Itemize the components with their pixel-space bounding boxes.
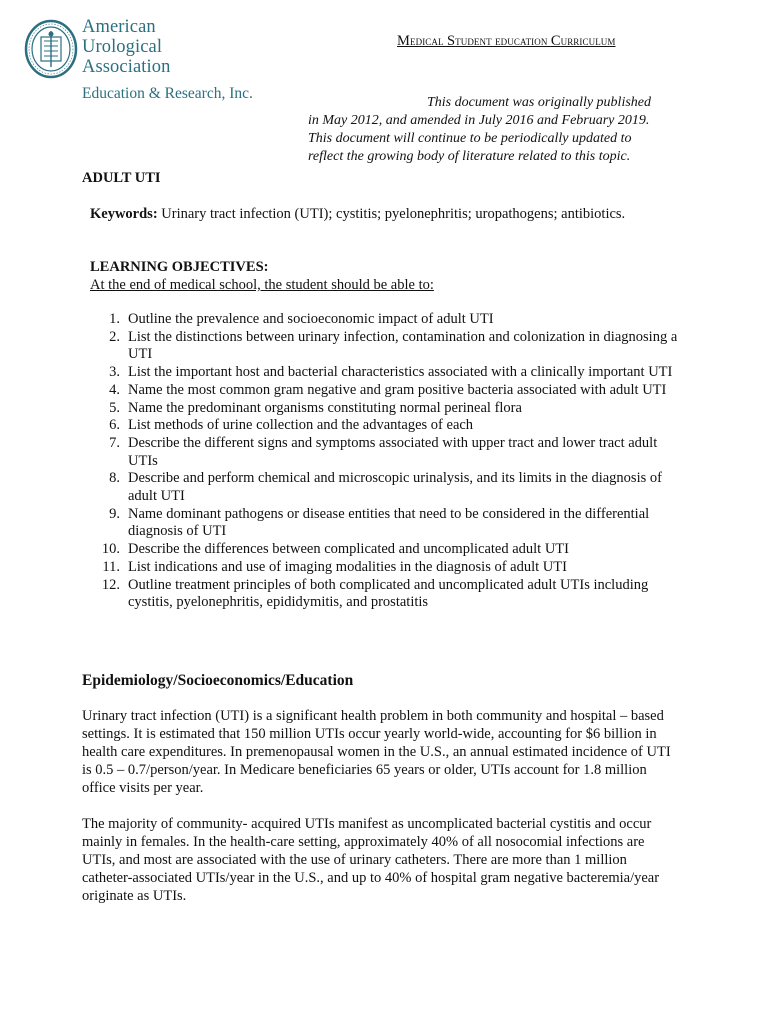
list-item bbox=[90, 364, 680, 382]
brand-subtitle: Education & Research, Inc. bbox=[82, 85, 253, 102]
document-title: ADULT UTI bbox=[82, 170, 161, 186]
list-item-number: 9. bbox=[109, 505, 120, 522]
list-item-number: 10. bbox=[101, 541, 120, 558]
list-item-number: 8. bbox=[109, 470, 120, 487]
paragraph-1: Urinary tract infection (UTI) is a significant health problem in both community and hospital – based settings. It is estimated that 150 million UTIs occur yearly world-wide, accounting for $6 billion in health care expenditures. In premenopausal women in the U.S., an annual estimated incidence of UTI is 0.5 – 0.7/person/year. In Medicare beneficiaries 65 years or older, UTIs account for 1.8 million office visits per year. bbox=[82, 708, 671, 796]
list-item-text: Describe the different signs and symptoms associated with upper tract and lower tract adult UTIs bbox=[128, 434, 658, 469]
curriculum-initial-m: M bbox=[397, 33, 410, 49]
list-item-text: Name the most common gram negative and gram positive bacteria associated with adult UTI bbox=[128, 381, 667, 398]
curriculum-header bbox=[397, 33, 616, 50]
list-item bbox=[90, 329, 680, 364]
brand-line-2: Urological bbox=[82, 37, 163, 57]
brand-line-1: American bbox=[82, 17, 156, 37]
list-item-text: List indications and use of imaging modalities in the diagnosis of adult UTI bbox=[128, 558, 567, 575]
list-item bbox=[90, 577, 680, 612]
list-item bbox=[90, 541, 680, 559]
list-item bbox=[90, 400, 680, 418]
publication-note-line-1: This document was originally published bbox=[427, 95, 651, 110]
aua-seal-icon bbox=[24, 19, 78, 79]
list-item-number: 3. bbox=[109, 364, 120, 381]
curriculum-initial-c: C bbox=[550, 33, 561, 49]
learning-objectives-list bbox=[90, 311, 680, 612]
learning-objectives-intro: At the end of medical school, the student should be able to: bbox=[90, 277, 434, 293]
list-item-number: 7. bbox=[109, 434, 120, 451]
learning-objectives-heading: LEARNING OBJECTIVES: bbox=[90, 259, 269, 275]
list-item-text: Outline the prevalence and socioeconomic impact of adult UTI bbox=[128, 311, 494, 327]
curriculum-text-3: urriculum bbox=[560, 33, 616, 48]
list-item-text: Describe the differences between complicated and uncomplicated adult UTI bbox=[128, 541, 569, 558]
list-item-number: 12. bbox=[101, 576, 120, 593]
keywords bbox=[90, 206, 690, 224]
list-item bbox=[90, 559, 680, 577]
brand-line-3: Association bbox=[82, 57, 171, 77]
keywords-text: Urinary tract infection (UTI); cystitis; pyelonephritis; uropathogens; antibiotics. bbox=[157, 206, 626, 222]
publication-note-line-4: reflect the growing body of literature related to this topic. bbox=[308, 149, 631, 164]
publication-note bbox=[300, 94, 685, 166]
list-item bbox=[90, 311, 680, 329]
list-item bbox=[90, 470, 680, 505]
list-item-text: Name dominant pathogens or disease entities that need to be considered in the differential diagnosis of UTI bbox=[128, 505, 650, 540]
list-item-text: List the distinctions between urinary infection, contamination and colonization in diagnosing a UTI bbox=[128, 328, 678, 363]
list-item-number: 11. bbox=[102, 558, 120, 575]
list-item-number: 6. bbox=[109, 417, 120, 434]
list-item-number: 4. bbox=[109, 381, 120, 398]
brand-name bbox=[82, 17, 170, 77]
keywords-label: Keywords: bbox=[90, 206, 158, 222]
list-item-text: Outline treatment principles of both complicated and uncomplicated adult UTIs including cystitis, pyelonephritis, epididymitis, and prostatitis bbox=[128, 576, 649, 611]
list-item-number: 2. bbox=[109, 328, 120, 345]
publication-note-line-2: in May 2012, and amended in July 2016 and February 2019. bbox=[308, 113, 650, 128]
paragraph-2: The majority of community- acquired UTIs manifest as uncomplicated bacterial cystitis and occur mainly in females. In the health-care setting, approximately 40% of all nosocomial infections are UTIs, and most are associated with the use of urinary catheters. There are more than 1 million catheter-associated UTIs/year in the U.S., and up to 40% of hospital gram negative bacteremia/year originate as UTIs. bbox=[82, 816, 660, 904]
list-item bbox=[90, 506, 680, 541]
curriculum-text-2: tudent education bbox=[455, 33, 551, 48]
list-item bbox=[90, 382, 680, 400]
list-item-text: Describe and perform chemical and microscopic urinalysis, and its limits in the diagnosis of adult UTI bbox=[128, 470, 662, 505]
list-item-text: List the important host and bacterial characteristics associated with a clinically important UTI bbox=[128, 364, 673, 381]
list-item bbox=[90, 435, 680, 470]
publication-note-line-3: This document will continue to be periodically updated to bbox=[308, 131, 632, 146]
list-item-text: Name the predominant organisms constituting normal perineal flora bbox=[128, 399, 522, 416]
list-item-number: 1. bbox=[109, 311, 120, 327]
section-heading: Epidemiology/Socioeconomics/Education bbox=[82, 672, 354, 689]
curriculum-text-1: edical bbox=[410, 33, 447, 48]
list-item bbox=[90, 417, 680, 435]
list-item-number: 5. bbox=[109, 399, 120, 416]
curriculum-initial-s: S bbox=[446, 33, 456, 49]
list-item-text: List methods of urine collection and the advantages of each bbox=[128, 417, 474, 434]
